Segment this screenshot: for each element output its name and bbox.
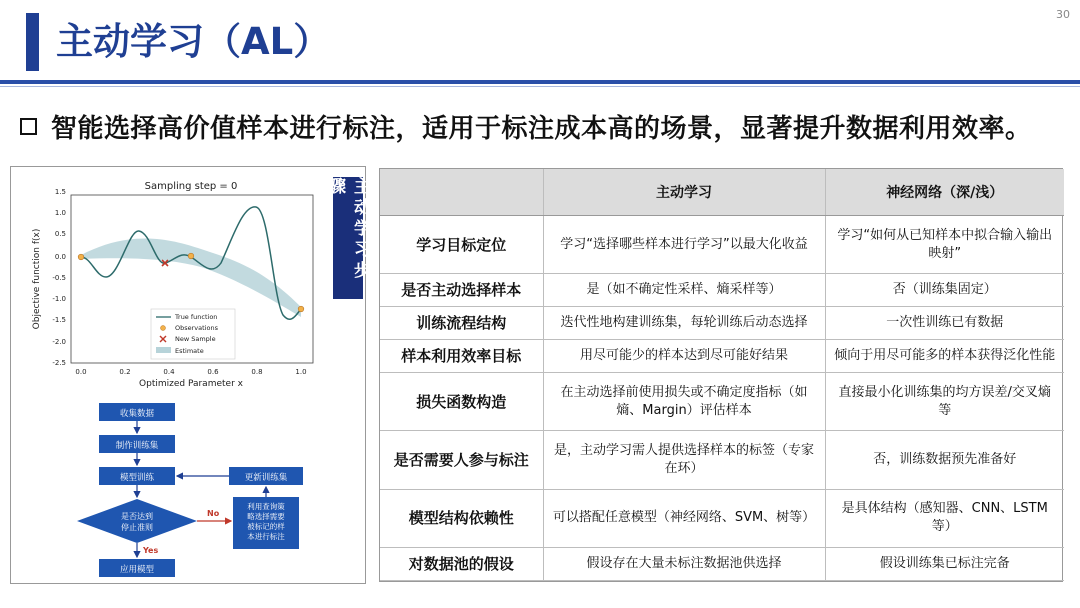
svg-text:略选择需要: 略选择需要: [247, 512, 285, 521]
flow-no-label: No: [207, 509, 220, 518]
al-cell: 是（如不确定性采样、熵采样等）: [543, 274, 825, 307]
table-row: [380, 489, 1064, 547]
svg-text:1.0: 1.0: [295, 368, 307, 376]
table-row: [380, 431, 1064, 489]
svg-text:0.5: 0.5: [54, 230, 66, 238]
svg-text:0.4: 0.4: [163, 368, 175, 376]
row-label: 是否需要人参与标注: [380, 431, 543, 489]
svg-text:本进行标注: 本进行标注: [247, 532, 285, 541]
slide-title: 主动学习（AL）: [56, 20, 331, 63]
nn-cell: 否（训练集固定）: [825, 274, 1064, 307]
svg-text:被标记的样: 被标记的样: [247, 522, 285, 531]
table-row: [380, 340, 1064, 373]
svg-text:0.0: 0.0: [75, 368, 87, 376]
bullet-text: 智能选择高价值样本进行标注，适用于标注成本高的场景，显著提升数据利用效率。: [51, 113, 1032, 144]
svg-text:1.0: 1.0: [54, 209, 66, 217]
svg-text:0.8: 0.8: [251, 368, 263, 376]
row-label: 样本利用效率目标: [380, 340, 543, 373]
nn-cell: 倾向于用尽可能多的样本获得泛化性能: [825, 340, 1064, 373]
steps-side-label: 主动学习步骤: [333, 177, 363, 299]
y-axis-label: Objective function f(x): [32, 228, 42, 330]
svg-text:-2.5: -2.5: [52, 359, 66, 367]
y-tick-labels: [52, 188, 66, 367]
flow-collect-label: 收集数据: [119, 409, 155, 419]
nn-cell: 否，训练数据预先准备好: [825, 431, 1064, 489]
title-divider-thin: [0, 86, 1080, 87]
table-row: [380, 216, 1064, 274]
table-header-al: 主动学习: [543, 169, 825, 216]
flowchart: [77, 403, 303, 577]
comparison-table: [379, 168, 1063, 582]
table-row: [380, 307, 1064, 340]
table-header-nn: 神经网络（深/浅）: [825, 169, 1064, 216]
figure-svg: [11, 167, 365, 583]
svg-text:0.6: 0.6: [207, 368, 219, 376]
nn-cell: 是具体结构（感知器、CNN、LSTM等）: [825, 489, 1064, 547]
row-label: 学习目标定位: [380, 216, 543, 274]
table-row: [380, 372, 1064, 430]
al-cell: 用尽可能少的样本达到尽可能好结果: [543, 340, 825, 373]
al-cell: 是，主动学习需人提供选择样本的标签（专家在环）: [543, 431, 825, 489]
title-divider: [0, 80, 1080, 84]
flow-make-train-label: 制作训练集: [115, 441, 159, 451]
flow-model-train-label: 模型训练: [119, 473, 155, 483]
table-row: [380, 274, 1064, 307]
svg-text:True function: True function: [175, 313, 218, 321]
al-cell: 可以搭配任意模型（神经网络、SVM、树等）: [543, 489, 825, 547]
table-header-empty: [380, 169, 543, 216]
page-number: 30: [1056, 8, 1070, 21]
al-cell: 学习“选择哪些样本进行学习”以最大化收益: [543, 216, 825, 274]
bullet-point: [20, 104, 1032, 148]
flow-yes-label: Yes: [143, 546, 159, 555]
al-cell: 迭代性地构建训练集，每轮训练后动态选择: [543, 307, 825, 340]
svg-text:1.5: 1.5: [54, 188, 66, 196]
observation-point: [298, 306, 304, 312]
svg-text:0.2: 0.2: [119, 368, 131, 376]
nn-cell: 直接最小化训练集的均方误差/交叉熵等: [825, 372, 1064, 430]
nn-cell: 学习“如何从已知样本中拟合输入输出映射”: [825, 216, 1064, 274]
svg-text:New Sample: New Sample: [175, 335, 216, 343]
flow-decision-line1: 是否达到: [121, 512, 153, 521]
row-label: 对数据池的假设: [380, 548, 543, 581]
svg-text:0.0: 0.0: [54, 253, 66, 261]
flow-decision-diamond: [77, 499, 197, 543]
svg-text:-1.0: -1.0: [52, 295, 66, 303]
x-tick-labels: [75, 368, 306, 376]
row-label: 训练流程结构: [380, 307, 543, 340]
table-row: [380, 548, 1064, 581]
observation-point: [78, 254, 84, 260]
flow-apply-label: 应用模型: [119, 565, 155, 575]
plot-legend: [151, 309, 235, 359]
al-cell: 假设存在大量未标注数据池供选择: [543, 548, 825, 581]
flow-update-label: 更新训练集: [244, 473, 288, 483]
plot-title: Sampling step = 0: [144, 181, 238, 192]
title-accent-bar: [26, 13, 39, 71]
svg-text:利用查询策: 利用查询策: [247, 502, 285, 511]
x-axis-label: Optimized Parameter x: [139, 379, 243, 389]
row-label: 是否主动选择样本: [380, 274, 543, 307]
figure-panel: [10, 166, 366, 584]
svg-text:Observations: Observations: [175, 324, 218, 332]
flow-decision-line2: 停止准则: [121, 523, 153, 532]
square-bullet-icon: [20, 118, 37, 135]
svg-text:Estimate: Estimate: [175, 347, 204, 355]
svg-text:-1.5: -1.5: [52, 316, 66, 324]
table-header-row: [380, 169, 1064, 216]
observation-point: [188, 253, 194, 259]
svg-text:-2.0: -2.0: [52, 338, 66, 346]
al-cell: 在主动选择前使用损失或不确定度指标（如熵、Margin）评估样本: [543, 372, 825, 430]
nn-cell: 假设训练集已标注完备: [825, 548, 1064, 581]
svg-text:-0.5: -0.5: [52, 274, 66, 282]
nn-cell: 一次性训练已有数据: [825, 307, 1064, 340]
row-label: 模型结构依赖性: [380, 489, 543, 547]
row-label: 损失函数构造: [380, 372, 543, 430]
